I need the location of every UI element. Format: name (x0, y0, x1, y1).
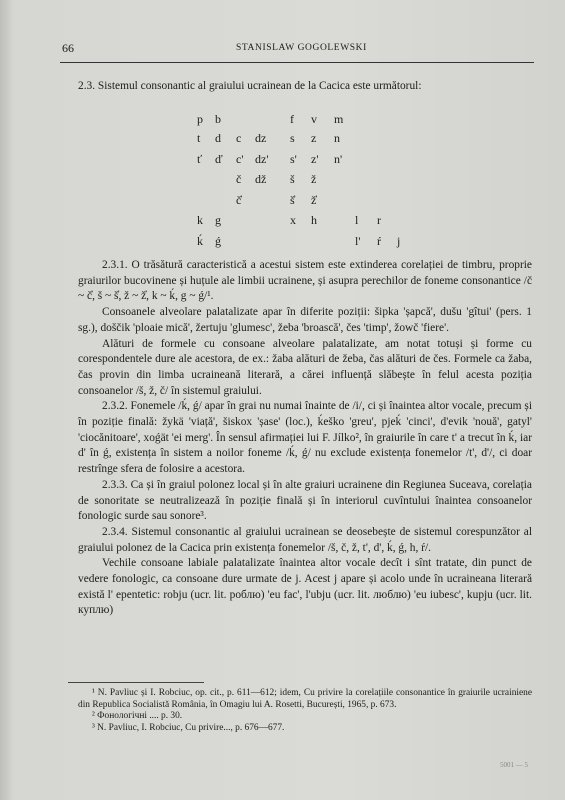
consonant-cell: s (290, 131, 295, 145)
consonant-cell: z' (311, 152, 319, 166)
consonant-cell: ǵ (215, 234, 221, 248)
consonant-cell: dz' (255, 152, 269, 166)
consonant-cell: ť (197, 152, 203, 166)
footnote-rule (68, 682, 204, 683)
consonant-cell: p (197, 112, 203, 126)
consonant-cell: b (215, 112, 221, 126)
consonant-cell: č (236, 172, 242, 186)
paragraph-alveolar: Consoanele alveolare palatalizate apar în diferite poziții: šipka 'șapcă', dušu 'gîtui' (pers. 1 sg.), doščik 'ploaie mică', žertuju 'glumesc', žeba 'broască', čes 'timp', žowč 'fiere'. (78, 306, 532, 334)
consonant-cell: n' (334, 152, 343, 166)
paragraph-labials: Vechile consoane labiale palatalizate înaintea altor vocale decît i sînt tratate, din punct de vedere fonologic, ca consoane dure urmate de j. Acest j apare și acolo unde în ucraineana literară există l' epentetic: robju (ucr. lit. роблю) 'eu fac', l'ubju (ucr. lit. люблю) 'eu iubesc', kupju (ucr. lit. куплю) (78, 557, 532, 617)
consonant-cell: š (290, 172, 295, 186)
consonant-cell: ž̓ (311, 193, 317, 207)
consonant-cell: ž (311, 172, 317, 186)
page-number: 66 (62, 41, 74, 55)
consonant-cell: j (397, 234, 401, 248)
footnotes (78, 688, 532, 734)
consonant-cell: g (215, 213, 221, 227)
consonant-cell: š̓ (290, 193, 295, 207)
paragraph-2-3-3: 2.3.3. Ca și în graiul polonez local și în alte graiuri ucrainene din Regiunea Suceava, corelația de sonoritate se neutralizează în poziție finală și în interiorul cuvîntului înaintea consoanelor fonologic surde sau sonore³. (78, 478, 532, 523)
consonant-cell: č̓ (236, 193, 242, 207)
running-title: STANISLAW GOGOLEWSKI (236, 43, 367, 53)
consonant-cell: ď (215, 152, 223, 166)
consonant-cell: t (197, 131, 201, 145)
paragraph-2-3-1: 2.3.1. O trăsătură caracteristică a acestui sistem este extinderea corelației de timbru, proprie graiurilor bucovinene și huțule ale limbii ucrainene, și asupra perechilor de foneme consonantice /č ~ č̓, š ~ š̓, ž ~ ž̓, k ~ ḱ, g ~ ǵ/¹. (78, 259, 532, 303)
footnote-3: ³ N. Pavliuc, I. Robciuc, Cu privire..., p. 676—677. (92, 722, 285, 733)
body-text (78, 258, 532, 619)
consonant-cell: f (290, 112, 294, 126)
paragraph-hard-forms: Alături de formele cu consoane alveolare palatalizate, am notat totuși și forme cu corespondentele dure ale acestora, de ex.: žaba alături de žeba, čas alături de čes. Formele ca žaba, čas provin din limba ucraineană literară, a cărei influență slăbește în felul acesta poziția consoanelor /š, ž, č/ în sistemul graiului. (78, 337, 532, 397)
consonant-cell: ḱ (197, 234, 203, 248)
consonant-cell: l' (355, 234, 361, 248)
consonant-cell: s' (290, 152, 297, 166)
consonant-cell: m (334, 112, 344, 126)
consonant-cell: r (377, 213, 381, 227)
consonant-cell: k (197, 213, 203, 227)
consonant-cell: c (236, 131, 242, 145)
consonant-table (0, 0, 565, 260)
consonant-cell: z (311, 131, 317, 145)
consonant-cell: v (311, 112, 317, 126)
consonant-cell: dz (255, 131, 267, 145)
consonant-cell: x (290, 213, 296, 227)
footnote-1: ¹ N. Pavliuc și I. Robciuc, op. cit., p. 611—612; idem, Cu privire la corelațiile consonantice în graiurile ucrainiene din Republica Socialistă România, în Omagiu lui A. Rosetti, București, 1965, p. 673. (78, 688, 532, 710)
paragraph-2-3-4: 2.3.4. Sistemul consonantic al graiului ucrainean se deosebește de sistemul corespunzător al graiului polonez de la Cacica prin existența fonemelor /š, č, ž, t', d', ḱ, ǵ, h, ŕ/. (78, 525, 532, 554)
consonant-cell: n (334, 131, 340, 145)
section-heading: 2.3. Sistemul consonantic al graiului ucrainean de la Cacica este următorul: (78, 80, 422, 92)
consonant-cell: d (215, 131, 221, 145)
consonant-cell: l (355, 213, 359, 227)
paragraph-2-3-2: 2.3.2. Fonemele /ḱ, ǵ/ apar în grai nu numai înainte de /i/, ci și înaintea altor vocale, precum și în poziție finală: žykä 'viață', šiskox 'șase' (loc.), ḱeško 'greu', pjeḱ 'cinci', d'evik 'nouă', gatyl' 'ciocănitoare', xoǵät 'ei merg'. În sensul afirmației lui F. Jílko², în graiurile în care t' a trecut în ḱ, iar d' în ǵ, existența în sistem a noilor foneme /ḱ, ǵ/ nu exclude existența fonemelor /t', d'/, ci doar restrînge sfera de folosire a acestora. (78, 400, 532, 476)
consonant-cell: dž (255, 172, 267, 186)
consonant-cell: c' (236, 152, 244, 166)
footnote-2: ² Фонолoгічні .... p. 30. (92, 711, 183, 722)
archive-stamp: 5001 — 5 (500, 761, 528, 769)
consonant-cell: ŕ (377, 234, 381, 248)
consonant-cell: h (311, 213, 317, 227)
